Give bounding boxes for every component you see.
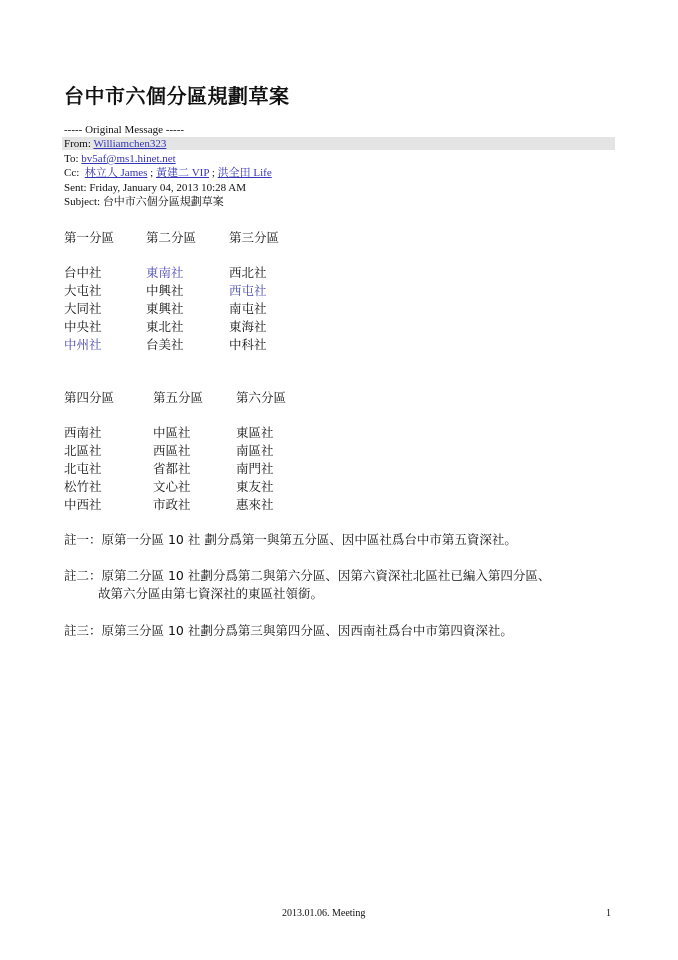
table-cell: 中州社: [64, 337, 102, 352]
sent-value: Friday, January 04, 2013 10:28 AM: [89, 182, 247, 194]
table-cell: 西南社: [64, 425, 102, 440]
to-label: To:: [64, 153, 79, 165]
document-title: 台中市六個分區規劃草案: [64, 84, 290, 108]
note-2-line-2: 故第六分區由第七資深社的東區社領銜。: [98, 586, 324, 601]
table-header: 第四分區: [64, 390, 115, 405]
from-link[interactable]: Williamchen323: [93, 138, 167, 150]
table-cell: 東海社: [229, 319, 267, 334]
table-cell: 台美社: [146, 337, 184, 352]
table-cell: 東南社: [146, 265, 184, 280]
cc-link-1[interactable]: 林立人 James: [84, 167, 148, 179]
cc-label: Cc:: [64, 167, 80, 179]
table-cell: 中興社: [146, 283, 184, 298]
subject-line: [64, 195, 224, 210]
from-label: From:: [64, 138, 91, 150]
original-message-line: ----- Original Message -----: [64, 124, 185, 136]
table-cell: 惠來社: [236, 497, 274, 512]
table-cell: 北屯社: [64, 461, 102, 476]
table-cell: 北區社: [64, 443, 102, 458]
table-cell: 松竹社: [64, 479, 102, 494]
table-header: 第二分區: [146, 230, 197, 245]
table-cell: 大屯社: [64, 283, 102, 298]
table-cell: 南屯社: [229, 301, 267, 316]
table-cell: 東區社: [236, 425, 274, 440]
table-cell: 台中社: [64, 265, 102, 280]
subject-label: Subject:: [64, 196, 101, 208]
page-number: 1: [606, 908, 611, 919]
note-1: 註一：原第一分區 10 社 劃分爲第一與第五分區、因中區社爲台中市第五資深社。: [64, 532, 517, 547]
table-cell: 東北社: [146, 319, 184, 334]
table-cell: 東興社: [146, 301, 184, 316]
table-cell: 省都社: [153, 461, 191, 476]
cc-separator: ;: [211, 167, 215, 179]
table-cell: 中科社: [229, 337, 267, 352]
table-cell: 文心社: [153, 479, 191, 494]
table-cell: 西屯社: [229, 283, 267, 298]
footer-meeting-label: 2013.01.06. Meeting: [282, 908, 366, 919]
table-cell: 市政社: [153, 497, 191, 512]
from-line: [64, 137, 166, 152]
cc-line: [64, 166, 272, 181]
to-link[interactable]: bv5af@ms1.hinet.net: [81, 153, 176, 165]
note-3: 註三：原第三分區 10 社劃分爲第三與第四分區、因西南社爲台中市第四資深社。: [64, 623, 513, 638]
sent-line: [64, 181, 246, 196]
table-cell: 中西社: [64, 497, 102, 512]
cc-separator: ;: [150, 167, 154, 179]
table-cell: 南區社: [236, 443, 274, 458]
table-cell: 南門社: [236, 461, 274, 476]
to-line: [64, 152, 176, 167]
cc-link-3[interactable]: 洪全田 Life: [217, 167, 272, 179]
table-header: 第五分區: [153, 390, 204, 405]
table-header: 第一分區: [64, 230, 115, 245]
table-cell: 中央社: [64, 319, 102, 334]
note-2-line-1: 註二：原第二分區 10 社劃分爲第二與第六分區、因第六資深社北區社已編入第四分區、: [64, 568, 551, 583]
sent-label: Sent:: [64, 182, 87, 194]
table-header: 第六分區: [236, 390, 287, 405]
cc-link-2[interactable]: 黃建二 VIP: [155, 167, 210, 179]
subject-value: 台中市六個分區規劃草案: [102, 196, 224, 208]
table-cell: 中區社: [153, 425, 191, 440]
table-header: 第三分區: [229, 230, 280, 245]
table-cell: 東友社: [236, 479, 274, 494]
table-cell: 西北社: [229, 265, 267, 280]
table-cell: 大同社: [64, 301, 102, 316]
table-cell: 西區社: [153, 443, 191, 458]
